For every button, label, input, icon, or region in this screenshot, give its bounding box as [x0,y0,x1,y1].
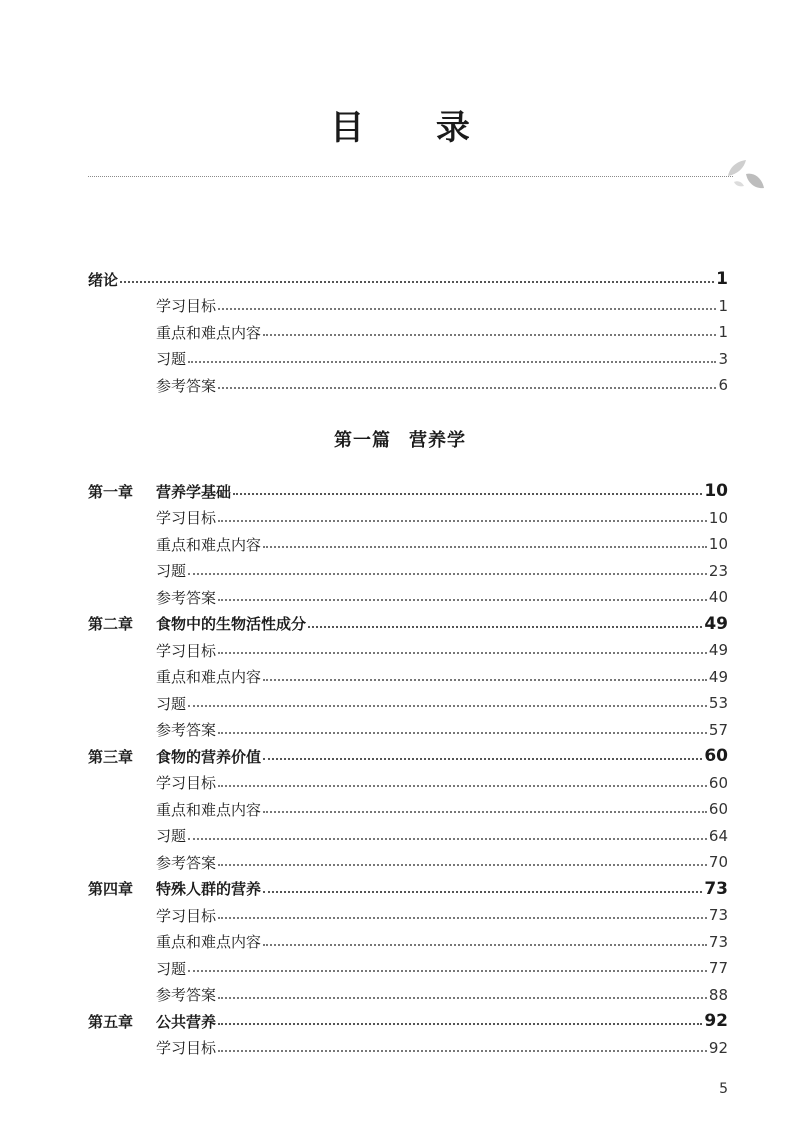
dot-leader [263,758,702,760]
chapter-number: 第四章 [88,880,134,899]
toc-entry-label: 参考答案 [156,376,217,395]
dot-leader [218,864,707,866]
toc-entry-page: 70 [708,853,728,872]
toc-entry[interactable] [88,823,728,850]
chapter-title: 营养学基础 [156,482,232,501]
toc-entry[interactable] [88,955,728,982]
toc-entry[interactable] [88,690,728,717]
dot-leader [218,1023,702,1025]
toc-entry-label: 重点和难点内容 [156,668,262,687]
toc-entry-page: 6 [718,376,728,395]
dot-leader [263,546,707,548]
toc-chapters [88,478,728,1061]
toc-entry-label: 习题 [156,562,187,581]
dot-leader [218,785,707,787]
toc-entry-page: 49 [708,667,728,686]
toc-entry[interactable] [88,293,728,320]
dot-leader [120,281,714,283]
part-name: 营养学 [409,430,466,451]
toc-chapter-row[interactable] [88,611,728,638]
toc-entry[interactable] [88,717,728,744]
dot-leader [308,626,702,628]
toc-intro-label: 绪论 [88,270,119,289]
dot-leader [188,573,707,575]
dot-leader [218,997,707,999]
toc-entry-label: 参考答案 [156,588,217,607]
toc-entry-label: 学习目标 [156,1039,217,1058]
toc-entry-page: 49 [708,641,728,660]
toc-entry-page: 10 [708,508,728,527]
dot-leader [263,811,707,813]
leaf-icon [724,158,766,194]
chapter-title: 食物中的生物活性成分 [156,615,307,634]
toc-entry-page: 23 [708,561,728,580]
dot-leader [218,387,716,389]
toc-entry[interactable] [88,558,728,585]
chapter-page: 92 [704,1011,728,1032]
dot-leader [218,599,707,601]
toc-entry[interactable] [88,929,728,956]
toc-entry-page: 60 [708,773,728,792]
part-number: 第一篇 [334,430,391,451]
toc-entry[interactable] [88,319,728,346]
toc-entry-label: 学习目标 [156,297,217,316]
toc-entry-label: 学习目标 [156,906,217,925]
chapter-title: 特殊人群的营养 [156,880,262,899]
toc-entry[interactable] [88,849,728,876]
toc-entry[interactable] [88,982,728,1009]
title-divider [88,176,733,177]
toc-entry-page: 92 [708,1038,728,1057]
dot-leader [218,917,707,919]
chapter-number: 第五章 [88,1012,134,1031]
toc-entry-label: 习题 [156,959,187,978]
dot-leader [218,308,716,310]
chapter-page: 49 [704,613,728,634]
toc-entry[interactable] [88,1035,728,1062]
toc-entry-label: 习题 [156,350,187,369]
chapter-number: 第三章 [88,747,134,766]
toc-chapter-row[interactable] [88,478,728,505]
dot-leader [218,1050,707,1052]
toc-entry-label: 重点和难点内容 [156,323,262,342]
toc-entry-page: 60 [708,800,728,819]
toc-chapter-row[interactable] [88,876,728,903]
dot-leader [263,679,707,681]
toc-entry-page: 10 [708,535,728,554]
chapter-page: 10 [704,481,728,502]
toc-chapter-row[interactable] [88,1008,728,1035]
toc-entry-page: 1 [718,296,728,315]
toc-entry[interactable] [88,584,728,611]
toc-entry[interactable] [88,664,728,691]
dot-leader [188,705,707,707]
toc-intro-row[interactable] [88,266,728,293]
toc-entry-label: 重点和难点内容 [156,800,262,819]
page-number: 5 [719,1081,728,1097]
page-title: 目 录 [330,108,500,148]
toc-entry-label: 学习目标 [156,641,217,660]
toc-entry-page: 64 [708,826,728,845]
toc-entry-page: 73 [708,906,728,925]
toc-entry-page: 3 [718,349,728,368]
dot-leader [188,970,707,972]
dot-leader [218,732,707,734]
toc-entry[interactable] [88,770,728,797]
chapter-number: 第二章 [88,615,134,634]
dot-leader [218,520,707,522]
toc-entry[interactable] [88,796,728,823]
toc-entry[interactable] [88,346,728,373]
toc-entry[interactable] [88,505,728,532]
toc-entry-page: 53 [708,694,728,713]
chapter-title: 食物的营养价值 [156,747,262,766]
dot-leader [233,493,702,495]
toc-entry[interactable] [88,531,728,558]
toc-entry-label: 习题 [156,694,187,713]
toc-entry-page: 88 [708,985,728,1004]
dot-leader [263,944,707,946]
toc-entry-label: 参考答案 [156,986,217,1005]
dot-leader [263,891,702,893]
chapter-page: 60 [704,746,728,767]
toc-entry[interactable] [88,372,728,399]
toc-entry[interactable] [88,637,728,664]
toc-chapter-row[interactable] [88,743,728,770]
toc-entry-label: 学习目标 [156,774,217,793]
toc-entry-label: 重点和难点内容 [156,535,262,554]
toc-entry-page: 1 [718,323,728,342]
toc-entry[interactable] [88,902,728,929]
chapter-number: 第一章 [88,482,134,501]
part-heading [0,428,800,454]
toc-entry-page: 40 [708,588,728,607]
dot-leader [188,838,707,840]
dot-leader [188,361,716,363]
dot-leader [218,652,707,654]
toc-entry-page: 73 [708,932,728,951]
toc-intro-page: 1 [716,269,728,290]
dot-leader [263,334,716,336]
toc-entry-label: 习题 [156,827,187,846]
toc-entry-label: 参考答案 [156,853,217,872]
toc-entry-label: 学习目标 [156,509,217,528]
toc-entry-page: 77 [708,959,728,978]
chapter-page: 73 [704,878,728,899]
chapter-title: 公共营养 [156,1012,217,1031]
toc-intro [88,266,728,399]
toc-entry-page: 57 [708,720,728,739]
toc-entry-label: 重点和难点内容 [156,933,262,952]
toc-entry-label: 参考答案 [156,721,217,740]
